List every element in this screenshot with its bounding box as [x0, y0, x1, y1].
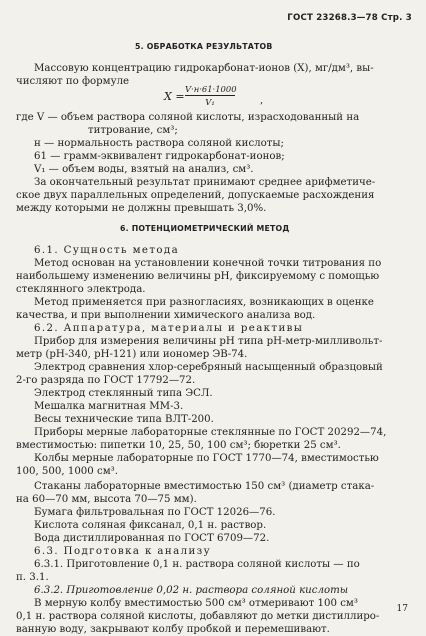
paragraph-line: 2-го разряда по ГОСТ 17792—72.: [16, 375, 196, 386]
paragraph-line: Метод основан на установлении конечной точки титрования по: [34, 258, 382, 269]
paragraph-line: ское двух параллельных определений, допускаемые расхождения: [16, 190, 375, 201]
paragraph-line: числяют по формуле: [16, 76, 130, 87]
paragraph-line: Массовую концентрацию гидрокарбонат-ионов (X), мг/дм³, вы-: [34, 63, 374, 74]
paragraph-line: Вода дистиллированная по ГОСТ 6709—72.: [34, 533, 270, 544]
paragraph-line: Кислота соляная фиксанал, 0,1 н. раствор.: [34, 520, 267, 531]
paragraph-line: Электрод сравнения хлор-серебряный насыщенный образцовый: [34, 362, 383, 373]
definition-line: 61 — грамм-эквивалент гидрокарбонат-ионов;: [34, 151, 285, 162]
section-5-title: 5. ОБРАБОТКА РЕЗУЛЬТАТОВ: [135, 42, 273, 51]
paragraph-line: стеклянного электрода.: [16, 284, 146, 295]
paragraph-line: За окончательный результат принимают среднее арифметиче-: [34, 177, 376, 188]
subsection-heading: 6.2. Аппаратура, материалы и реактивы: [34, 323, 304, 334]
paragraph-line: Электрод стеклянный типа ЭСЛ.: [34, 388, 213, 399]
paragraph-line: наибольшему изменению величины pH, фиксируемому с помощью: [16, 271, 380, 282]
paragraph-line: вместимостью: пипетки 10, 25, 50, 100 см³; бюретки 25 см³.: [16, 440, 341, 451]
paragraph-line: 6.3.1. Приготовление 0,1 н. раствора соляной кислоты — по: [34, 559, 360, 570]
definition-line: где V — объем раствора соляной кислоты, израсходованный на: [16, 112, 360, 123]
paragraph-line: Метод применяется при разногласиях, возникающих в оценке: [34, 297, 374, 308]
subsection-heading: 6.3. Подготовка к анализу: [34, 546, 211, 557]
formula-lhs: X =: [164, 90, 185, 103]
paragraph-line: Прибор для измерения величины pH типа pH-метр-милливольт-: [34, 336, 383, 347]
paragraph-line: качества, и при выполнении химического анализа вод.: [16, 310, 316, 321]
paragraph-line: Колбы мерные лабораторные по ГОСТ 1770—74, вместимостью: [34, 453, 379, 464]
paragraph-line: п. 3.1.: [16, 572, 49, 583]
definition-line: титрование, см³;: [88, 125, 178, 136]
page-header: ГОСТ 23268.3—78 Стр. 3: [287, 13, 412, 23]
paragraph-line: на 60—70 мм, высота 70—75 мм).: [16, 494, 197, 505]
paragraph-line: 0,1 н. раствора соляной кислоты, добавляют до метки дистиллиро-: [16, 611, 380, 622]
paragraph-line: Мешалка магнитная ММ-3.: [34, 401, 184, 412]
definition-line: V₁ — объем воды, взятый на анализ, см³.: [34, 164, 254, 175]
paragraph-line: ванную воду, закрывают колбу пробкой и перемешивают.: [16, 624, 330, 635]
page-number: 17: [396, 604, 408, 614]
subsection-heading: 6.1. Сущность метода: [34, 245, 180, 256]
formula-fraction: [185, 84, 235, 107]
paragraph-line: Бумага фильтровальная по ГОСТ 12026—76.: [34, 507, 276, 518]
subsection-heading: 6.3.2. Приготовление 0,02 н. раствора соляной кислоты: [34, 585, 349, 596]
section-6-title: 6. ПОТЕНЦИОМЕТРИЧЕСКИЙ МЕТОД: [120, 224, 290, 233]
paragraph-line: метр (pH-340, pH-121) или иономер ЭВ-74.: [16, 349, 248, 360]
formula-denominator: V₁: [205, 97, 215, 107]
definition-line: н — нормальность раствора соляной кислоты;: [34, 138, 284, 149]
formula-comma: ,: [260, 95, 264, 106]
paragraph-line: Приборы мерные лабораторные стеклянные по ГОСТ 20292—74,: [34, 427, 387, 438]
paragraph-line: Стаканы лабораторные вместимостью 150 см³ (диаметр стака-: [34, 481, 375, 492]
paragraph-line: В мерную колбу вместимостью 500 см³ отмеривают 100 см³: [34, 598, 358, 609]
formula-numerator: V·н·61·1000: [185, 84, 237, 94]
paragraph-line: Весы технические типа ВЛТ-200.: [34, 414, 214, 425]
paragraph-line: между которыми не должны превышать 3,0%.: [16, 203, 267, 214]
paragraph-line: 100, 500, 1000 см³.: [16, 466, 118, 477]
